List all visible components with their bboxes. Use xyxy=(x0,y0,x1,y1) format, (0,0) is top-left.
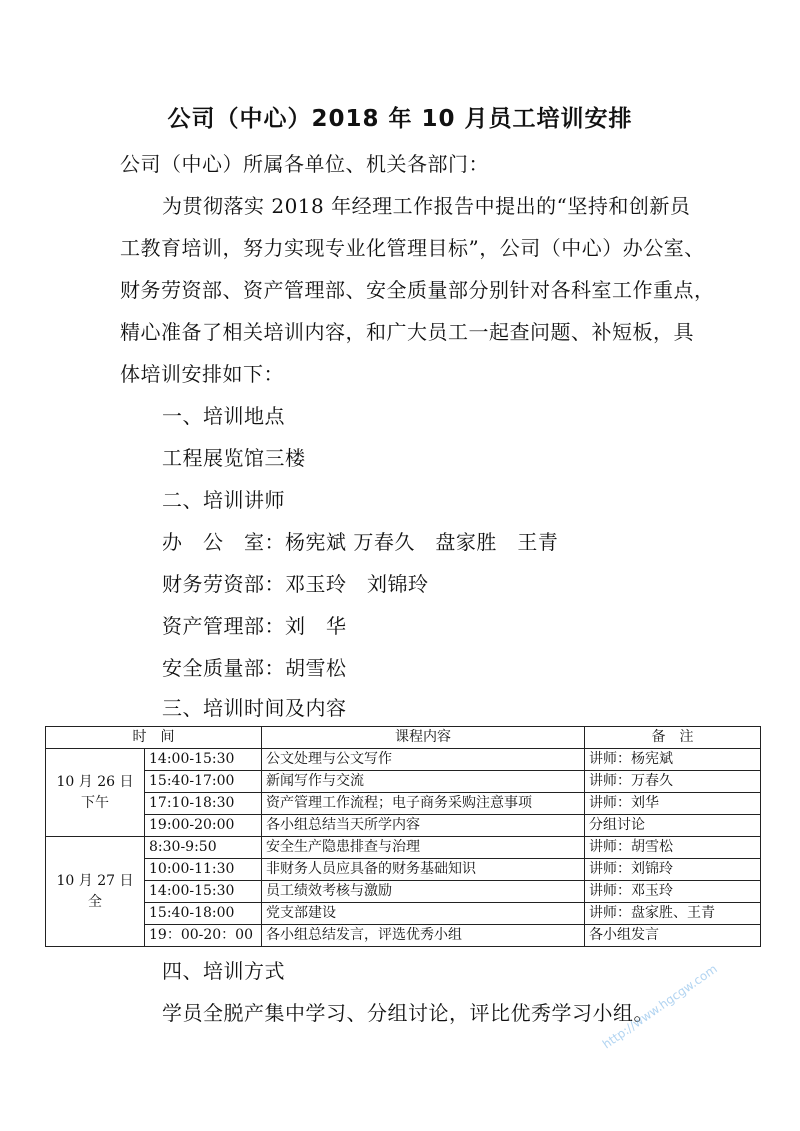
lecturer-row xyxy=(162,568,429,597)
note-cell: 讲师：万春久 xyxy=(585,771,761,793)
note-cell: 讲师：盘家胜、王青 xyxy=(585,903,761,925)
time-cell: 10:00-11:30 xyxy=(145,859,262,881)
date-cell: 10 月 27 日全 xyxy=(46,837,145,947)
course-cell: 党支部建设 xyxy=(262,903,585,925)
section4-heading: 四、培训方式 xyxy=(162,959,285,983)
course-cell: 资产管理工作流程；电子商务采购注意事项 xyxy=(262,793,585,815)
intro-line-4: 精心准备了相关培训内容，和广大员工一起查问题、补短板，具 xyxy=(120,320,694,344)
time-cell: 19:00-20:00 xyxy=(145,815,262,837)
intro-line-2: 工教育培训，努力实现专业化管理目标”，公司（中心）办公室、 xyxy=(120,236,705,260)
course-cell: 各小组总结发言，评选优秀小组 xyxy=(262,925,585,947)
table-row xyxy=(46,815,761,837)
lecturer-row xyxy=(162,610,347,639)
lecturer-names: 刘 华 xyxy=(285,614,347,638)
intro-line-1: 为贯彻落实 2018 年经理工作报告中提出的“坚持和创新员 xyxy=(162,194,691,218)
table-row xyxy=(46,793,761,815)
time-cell: 15:40-17:00 xyxy=(145,771,262,793)
time-cell: 14:00-15:30 xyxy=(145,749,262,771)
course-cell: 非财务人员应具备的财务基础知识 xyxy=(262,859,585,881)
table-row xyxy=(46,903,761,925)
note-cell: 分组讨论 xyxy=(585,815,761,837)
salutation: 公司（中心）所属各单位、机关各部门： xyxy=(120,152,489,176)
table-row xyxy=(46,837,761,859)
lecturer-dept: 财务劳资部： xyxy=(162,572,285,596)
course-cell: 安全生产隐患排查与治理 xyxy=(262,837,585,859)
note-cell: 讲师：刘华 xyxy=(585,793,761,815)
note-cell: 讲师：刘锦玲 xyxy=(585,859,761,881)
time-cell: 19：00-20：00 xyxy=(145,925,262,947)
header-note: 备 注 xyxy=(585,727,761,749)
watermark: http://www.hgcgw.com xyxy=(600,961,720,1052)
time-cell: 15:40-18:00 xyxy=(145,903,262,925)
section1-heading: 一、培训地点 xyxy=(162,404,285,428)
lecturer-row xyxy=(162,526,558,555)
lecturer-names: 杨宪斌 万春久 盘家胜 王青 xyxy=(285,530,559,554)
header-time: 时 间 xyxy=(46,727,262,749)
note-cell: 讲师：杨宪斌 xyxy=(585,749,761,771)
lecturer-dept: 安全质量部： xyxy=(162,656,285,680)
table-row xyxy=(46,859,761,881)
section4-content: 学员全脱产集中学习、分组讨论，评比优秀学习小组。 xyxy=(162,1001,654,1025)
lecturer-names: 邓玉玲 刘锦玲 xyxy=(285,572,429,596)
time-cell: 8:30-9:50 xyxy=(145,837,262,859)
lecturer-row xyxy=(162,652,347,681)
intro-line-5: 体培训安排如下： xyxy=(120,362,284,386)
date-cell: 10 月 26 日下午 xyxy=(46,749,145,837)
table-row xyxy=(46,771,761,793)
course-cell: 公文处理与公文写作 xyxy=(262,749,585,771)
time-cell: 17:10-18:30 xyxy=(145,793,262,815)
intro-line-3: 财务劳资部、资产管理部、安全质量部分别针对各科室工作重点， xyxy=(120,278,715,302)
table-row xyxy=(46,925,761,947)
header-course: 课程内容 xyxy=(262,727,585,749)
table-row xyxy=(46,881,761,903)
section2-heading: 二、培训讲师 xyxy=(162,488,285,512)
note-cell: 各小组发言 xyxy=(585,925,761,947)
lecturer-dept: 资产管理部： xyxy=(162,614,285,638)
time-cell: 14:00-15:30 xyxy=(145,881,262,903)
course-cell: 各小组总结当天所学内容 xyxy=(262,815,585,837)
note-cell: 讲师：邓玉玲 xyxy=(585,881,761,903)
page-title: 公司（中心）2018 年 10 月员工培训安排 xyxy=(167,106,633,132)
course-cell: 新闻写作与交流 xyxy=(262,771,585,793)
note-cell: 讲师：胡雪松 xyxy=(585,837,761,859)
table-row xyxy=(46,749,761,771)
section3-heading: 三、培训时间及内容 xyxy=(162,696,347,720)
schedule-table xyxy=(45,726,761,947)
lecturer-names: 胡雪松 xyxy=(285,656,347,680)
course-cell: 员工绩效考核与激励 xyxy=(262,881,585,903)
table-header-row xyxy=(46,727,761,749)
lecturer-dept: 办 公 室： xyxy=(162,530,285,554)
section1-content: 工程展览馆三楼 xyxy=(162,446,306,470)
